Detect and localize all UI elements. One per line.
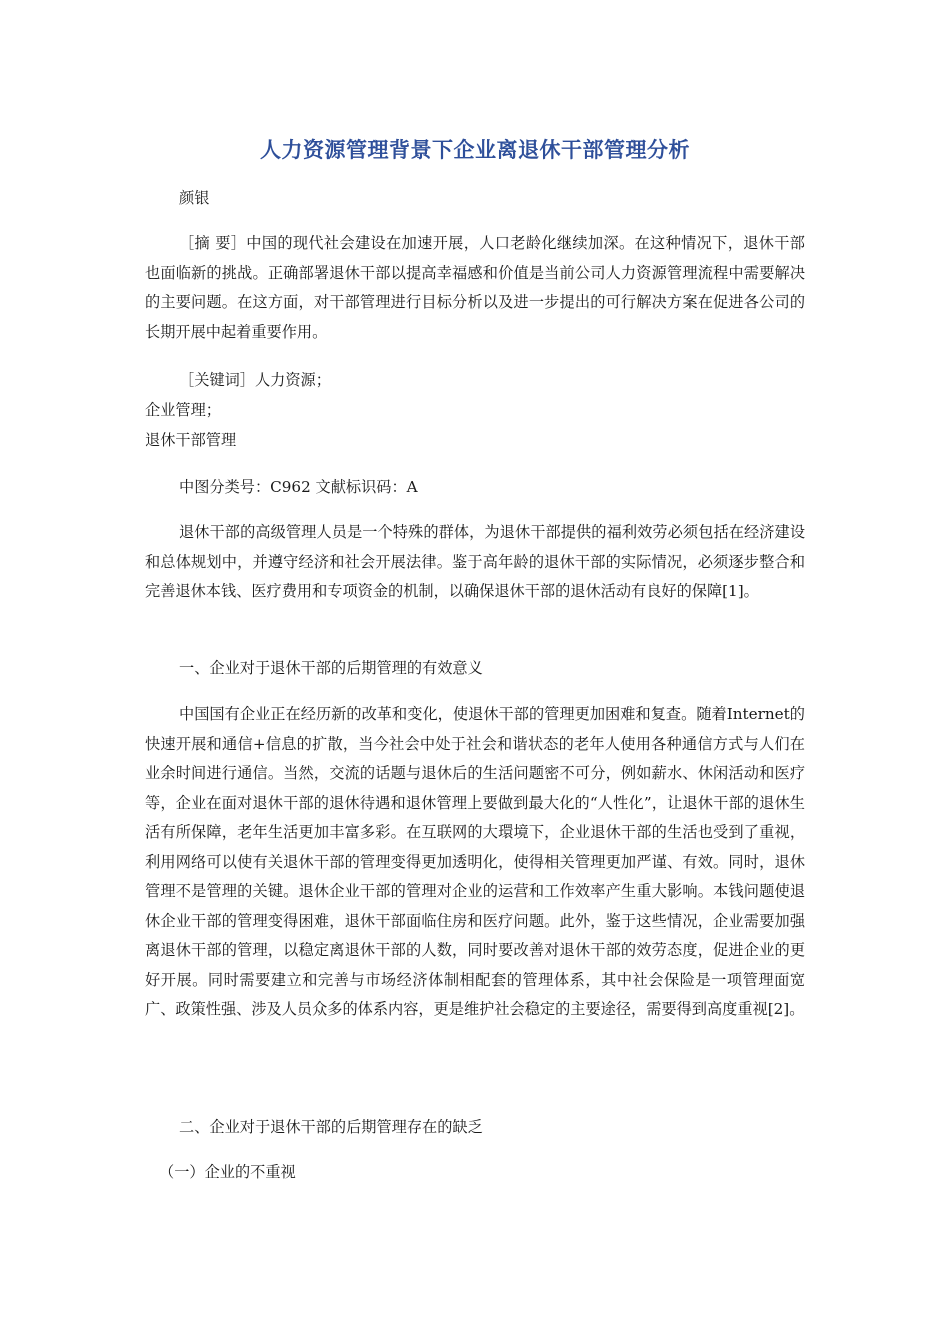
subsection-1-heading: （一）企业的不重视 <box>159 1163 296 1181</box>
intro-paragraph: 退休干部的高级管理人员是一个特殊的群体，为退休干部提供的福利效劳必须包括在经济建设和总体规划中，并遵守经济和社会开展法律。鉴于高年龄的退休干部的实际情况，必须逐步整合和完善退休本钱、医疗费用和专项资金的机制，以确保退休干部的退休活动有良好的保障[1]。 <box>145 523 805 600</box>
section-1-paragraph: 中国国有企业正在经历新的改革和变化，使退休干部的管理更加困难和复查。随着Internet的快速开展和通信+信息的扩散，当今社会中处于社会和谐状态的老年人使用各种通信方式与人们在业余时间进行通信。当然，交流的话题与退休后的生活问题密不可分，例如薪水、休闲活动和医疗等，企业在面对退休干部的退休待遇和退休管理上要做到最大化的“人性化”，让退休干部的退休生活有所保障，老年生活更加丰富多彩。在互联网的大環境下，企业退休干部的生活也受到了重视，利用网络可以使有关退休干部的管理变得更加透明化，使得相关管理更加严谨、有效。同时，退休管理不是管理的关键。退休企业干部的管理对企业的运营和工作效率产生重大影响。本钱问题使退休企业干部的管理变得困难，退休干部面临住房和医疗问题。此外，鉴于这些情况，企业需要加强离退休干部的管理，以稳定离退休干部的人数，同时要改善对退休干部的效劳态度，促进企业的更好开展。同时需要建立和完善与市场经济体制相配套的管理体系，其中社会保险是一项管理面宽广、政策性强、涉及人员众多的体系内容，更是维护社会稳定的主要途径，需要得到高度重视[2]。 <box>145 705 805 1018</box>
section-2-heading: 二、企业对于退休干部的后期管理存在的缺乏 <box>179 1118 483 1136</box>
abstract-paragraph: ［摘 要］中国的现代社会建设在加速开展，人口老龄化继续加深。在这种情况下，退休干部也面临新的挑战。正确部署退休干部以提高幸福感和价值是当前公司人力资源管理流程中需要解决的主要问题。在这方面，对干部管理进行目标分析以及进一步提出的可行解决方案在促进各公司的长期开展中起着重要作用。 <box>145 234 805 341</box>
keywords-line-3: 退休干部管理 <box>145 431 237 449</box>
author-name: 颜银 <box>179 189 210 207</box>
document-title: 人力资源管理背景下企业离退休干部管理分析 <box>260 138 690 162</box>
section-1-heading: 一、企业对于退休干部的后期管理的有效意义 <box>179 659 483 677</box>
keywords-line-1: ［关键词］人力资源； <box>179 371 331 389</box>
classification-line: 中图分类号：C962 文献标识码：A <box>179 478 418 496</box>
keywords-line-2: 企业管理； <box>145 401 221 419</box>
